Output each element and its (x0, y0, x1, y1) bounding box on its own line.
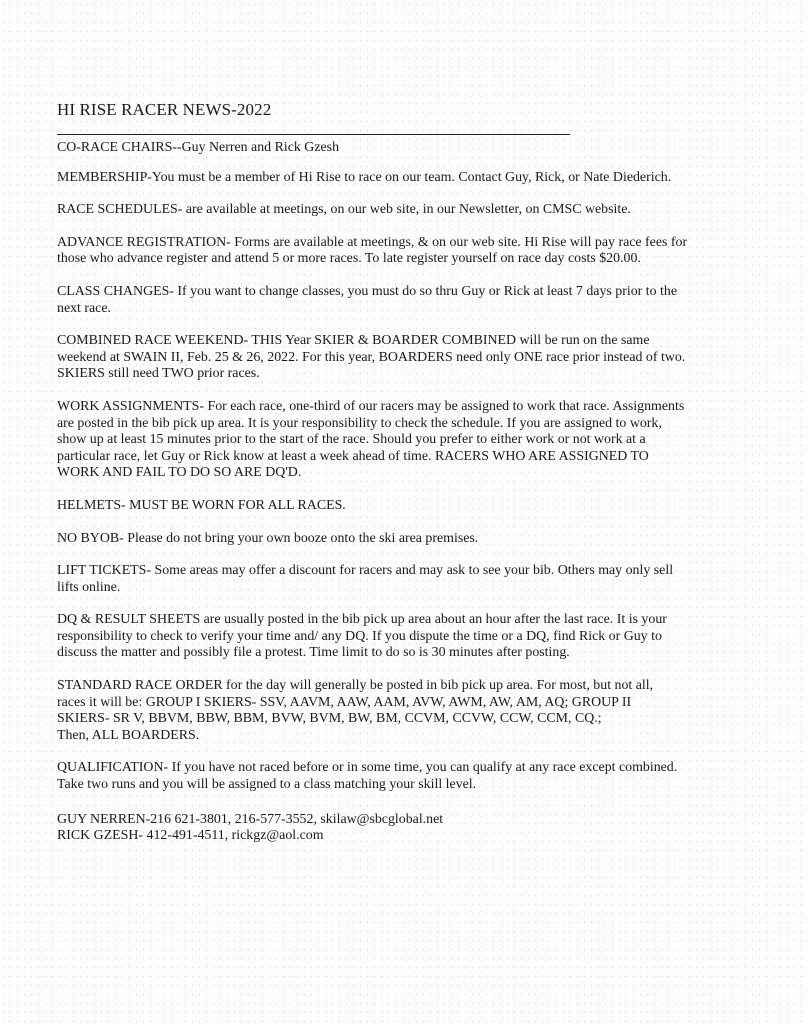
class-changes-line: next race. (57, 300, 111, 316)
work-assignments-line: show up at least 15 minutes prior to the start of the race. Should you prefer to either work or not work at a (57, 432, 646, 448)
work-assignments-line: particular race, let Guy or Rick know at least a week ahead of time. RACERS WHO ARE ASSIGNED TO (57, 448, 649, 464)
helmets-paragraph (57, 498, 757, 515)
membership-line: MEMBERSHIP-You must be a member of Hi Rise to race on our team. Contact Guy, Rick, or Nate Diederich. (57, 169, 672, 185)
dq-result-sheets-line: discuss the matter and possibly file a protest. Time limit to do so is 30 minutes after posting. (57, 645, 570, 661)
qualification-line: Take two runs and you will be assigned to a class matching your skill level. (57, 777, 477, 793)
standard-race-order-line: races it will be: GROUP I SKIERS- SSV, AAVM, AAW, AAM, AVW, AWM, AW, AM, AQ; GROUP II (57, 694, 632, 710)
advance-registration-paragraph (57, 235, 757, 268)
dq-result-sheets-paragraph (57, 612, 757, 662)
dq-result-sheets-line: responsibility to check to verify your time and/ any DQ. If you dispute the time or a DQ, find Rick or Guy to (57, 628, 662, 644)
work-assignments-line: WORK ASSIGNMENTS- For each race, one-third of our racers may be assigned to work that race. Assignments (57, 398, 685, 414)
no-byob-line: NO BYOB- Please do not bring your own booze onto the ski area premises. (57, 530, 479, 546)
work-assignments-line: WORK AND FAIL TO DO SO ARE DQ'D. (57, 465, 302, 481)
standard-race-order-line: Then, ALL BOARDERS. (57, 727, 200, 743)
document-title: HI RISE RACER NEWS-2022 (57, 100, 272, 119)
combined-race-weekend-line: weekend at SWAIN II, Feb. 25 & 26, 2022. For this year, BOARDERS need only ONE race prior instead of two. (57, 349, 686, 365)
contacts-paragraph (57, 812, 757, 845)
standard-race-order-line: SKIERS- SR V, BBVM, BBW, BBM, BVW, BVM, BW, BM, CCVM, CCVW, CCW, CCM, CQ.; (57, 711, 602, 727)
standard-race-order-line: STANDARD RACE ORDER for the day will generally be posted in bib pick up area. For most, but not all, (57, 678, 654, 694)
document-body (57, 140, 757, 845)
membership-paragraph (57, 170, 757, 187)
standard-race-order-paragraph (57, 678, 757, 744)
combined-race-weekend-line: SKIERS still need TWO prior races. (57, 366, 260, 382)
combined-race-weekend-line: COMBINED RACE WEEKEND- THIS Year SKIER & BOARDER COMBINED will be run on the same (57, 333, 650, 349)
no-byob-paragraph (57, 531, 757, 548)
race-schedules-paragraph (57, 202, 757, 219)
title-divider (57, 134, 570, 135)
lift-tickets-paragraph (57, 563, 757, 596)
lift-tickets-line: LIFT TICKETS- Some areas may offer a discount for racers and may ask to see your bib. Others may only sell (57, 563, 674, 579)
advance-registration-line: those who advance register and attend 5 or more races. To late register yourself on race day costs $20.00. (57, 251, 641, 267)
lift-tickets-line: lifts online. (57, 579, 121, 595)
class-changes-line: CLASS CHANGES- If you want to change classes, you must do so thru Guy or Rick at least 7 days prior to the (57, 283, 677, 299)
advance-registration-line: ADVANCE REGISTRATION- Forms are available at meetings, & on our web site. Hi Rise will pay race fees for (57, 234, 688, 250)
class-changes-paragraph (57, 284, 757, 317)
helmets-line: HELMETS- MUST BE WORN FOR ALL RACES. (57, 497, 346, 513)
co-race-chairs-paragraph (57, 140, 757, 157)
combined-race-weekend-paragraph (57, 333, 757, 383)
race-schedules-line: RACE SCHEDULES- are available at meetings, on our web site, in our Newsletter, on CMSC website. (57, 202, 631, 218)
work-assignments-line: are posted in the bib pick up area. It is your responsibility to check the schedule. If you are assigned to work, (57, 415, 662, 431)
contact-guy-nerren: GUY NERREN-216 621-3801, 216-577-3552, skilaw@sbcglobal.net (57, 811, 444, 827)
contact-rick-gzesh: RICK GZESH- 412-491-4511, rickgz@aol.com (57, 828, 324, 844)
work-assignments-paragraph (57, 399, 757, 482)
qualification-paragraph (57, 760, 757, 793)
qualification-line: QUALIFICATION- If you have not raced before or in some time, you can qualify at any race except combined. (57, 760, 678, 776)
dq-result-sheets-line: DQ & RESULT SHEETS are usually posted in the bib pick up area about an hour after the last race. It is your (57, 612, 667, 628)
co-race-chairs-line: CO-RACE CHAIRS--Guy Nerren and Rick Gzesh (57, 140, 340, 155)
